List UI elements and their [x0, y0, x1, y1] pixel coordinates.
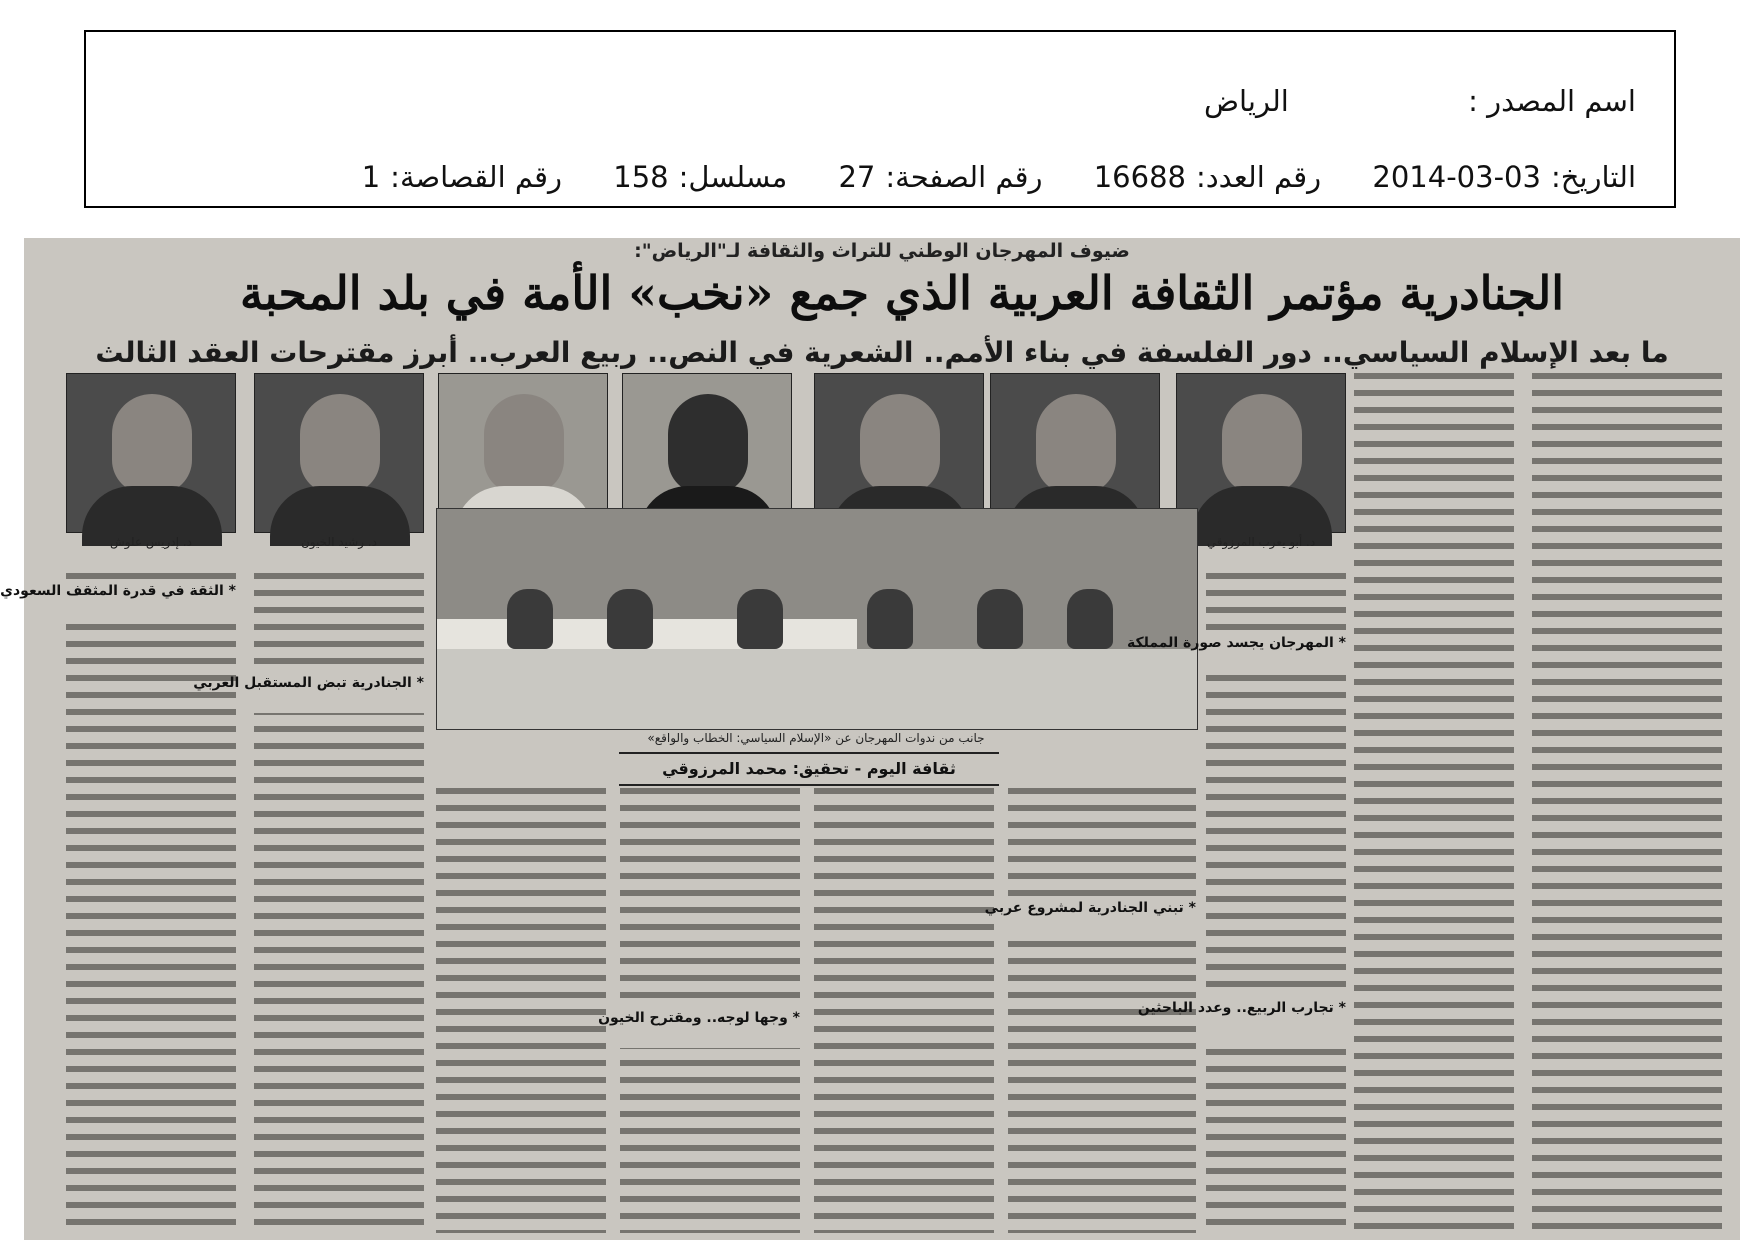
text-column	[66, 573, 236, 1233]
article-kicker: ضيوف المهرجان الوطني للتراث والثقافة لـ"الرياض":	[634, 240, 1130, 262]
source-value: الرياض	[1204, 84, 1289, 118]
issue-label: رقم العدد:	[1196, 160, 1322, 194]
portrait-photo	[254, 373, 424, 533]
page-label: رقم الصفحة:	[885, 160, 1043, 194]
portrait-caption: د. إدريس علوش	[110, 535, 192, 549]
portrait-photo	[1176, 373, 1346, 533]
clip-field	[362, 160, 562, 194]
portrait-caption: د. رشيد الخيون	[301, 535, 377, 549]
issue-field	[1094, 160, 1321, 194]
source-info-box	[84, 30, 1676, 208]
serial-label: مسلسل:	[678, 160, 788, 194]
date-field	[1372, 160, 1636, 194]
source-label: اسم المصدر :	[1468, 84, 1636, 118]
article-byline: ثقافة اليوم - تحقيق: محمد المرزوقي	[619, 752, 999, 786]
section-subhead: * تجارب الربيع.. وعدد الباحثين	[1137, 1000, 1346, 1016]
text-column	[1532, 373, 1722, 1233]
issue-value: 16688	[1093, 160, 1186, 194]
section-subhead: * المهرجان يجسد صورة المملكة	[1127, 635, 1346, 651]
clip-label: رقم القصاصة:	[390, 160, 563, 194]
source-row	[1204, 84, 1636, 118]
article-subheadline: ما بعد الإسلام السياسي.. دور الفلسفة في بناء الأمم.. الشعرية في النص.. ربيع العرب.. أبرز مقترحات العقد الثالث	[95, 336, 1669, 369]
text-column	[436, 788, 606, 1233]
date-label: التاريخ:	[1550, 160, 1636, 194]
page-value: 27	[838, 160, 876, 194]
portrait-caption: د. أبو يعرب المرزوقي	[1206, 535, 1316, 549]
section-subhead: * وجها لوجه.. ومقترح الخيون	[598, 1010, 800, 1026]
article-headline: الجنادرية مؤتمر الثقافة العربية الذي جمع «نخب» الأمة في بلد المحبة	[239, 266, 1565, 320]
section-subhead: * تبني الجنادرية لمشروع عربي	[984, 900, 1196, 916]
details-row	[320, 160, 1636, 194]
portrait-photo	[66, 373, 236, 533]
event-photo	[436, 508, 1198, 730]
serial-value: 158	[613, 160, 669, 194]
date-value: 2014-03-03	[1372, 160, 1541, 194]
text-column	[1354, 373, 1514, 1233]
text-column	[814, 788, 994, 1233]
section-subhead: * الثقة في قدرة المثقف السعودي	[0, 583, 236, 599]
text-column	[254, 573, 424, 1233]
page-field	[838, 160, 1042, 194]
serial-field	[613, 160, 787, 194]
newspaper-clipping	[0, 238, 1740, 1240]
event-photo-caption: جانب من ندوات المهرجان عن «الإسلام السياسي: الخطاب والواقع»	[647, 731, 985, 745]
clip-value: 1	[361, 160, 381, 194]
section-subhead: * الجنادرية تبض المستقبل العربي	[193, 675, 424, 691]
